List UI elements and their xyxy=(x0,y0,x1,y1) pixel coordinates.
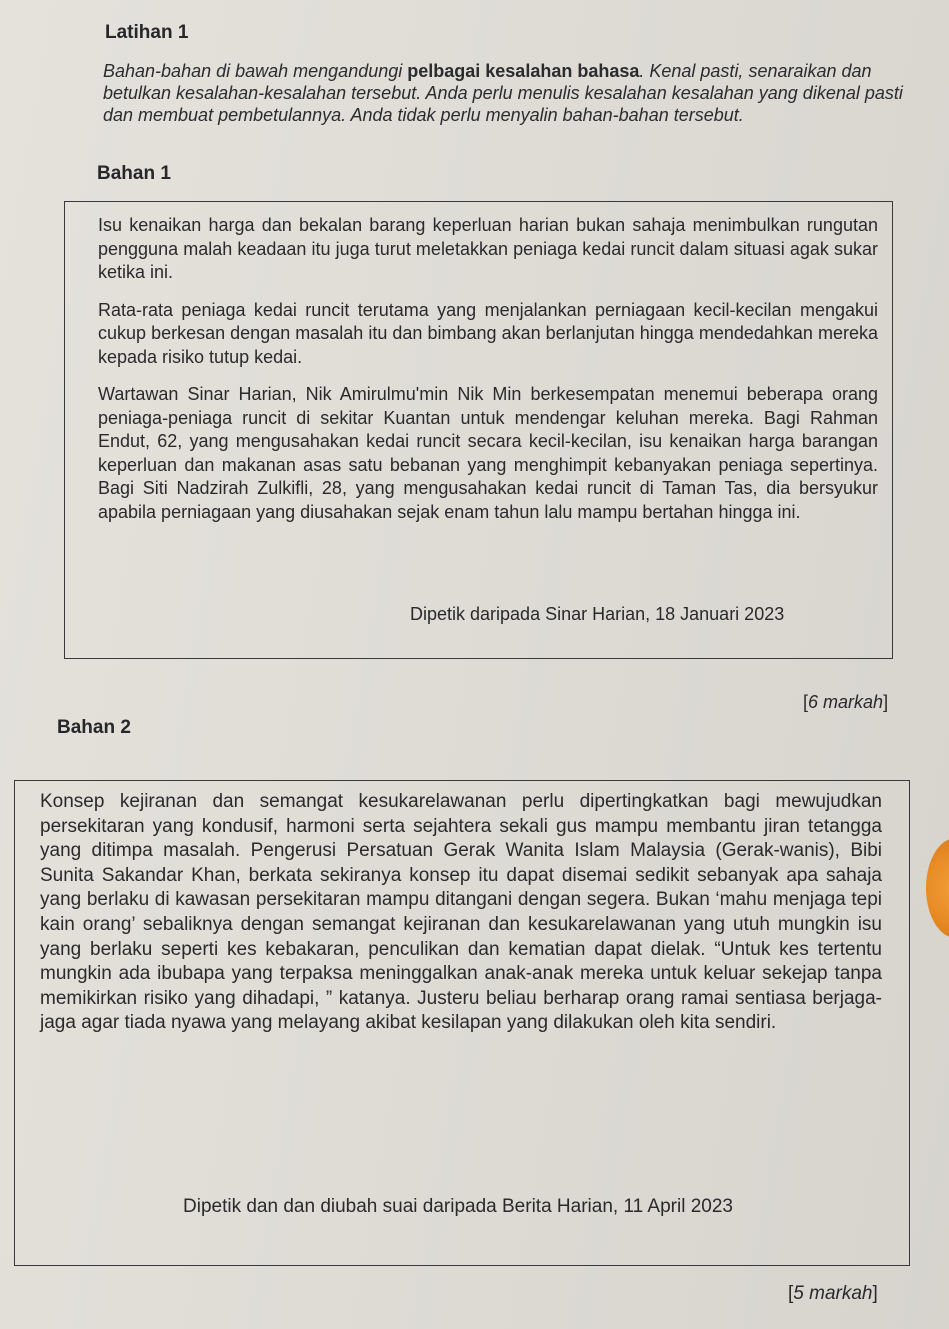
bahan2-passage xyxy=(40,790,882,1050)
bahan1-paragraph: Wartawan Sinar Harian, Nik Amirulmu'min Nik Min berkesempatan menemui beberapa orang peniaga-peniaga runcit di sekitar Kuantan untuk mendengar keluhan mereka. Bagi Rahman Endut, 62, yang mengusahakan kedai runcit secara kecil-kecilan, isu kenaikan harga barangan keperluan dan makanan asas satu bebanan yang menghimpit kebanyakan peniaga sepertinya. Bagi Siti Nadzirah Zulkifli, 28, yang mengusahakan kedai runcit di Taman Tas, dia bersyukur apabila perniagaan yang diusahakan sejak enam tahun lalu mampu bertahan hingga ini. xyxy=(98,384,878,522)
bahan2-marks-close: ] xyxy=(872,1283,878,1304)
bahan2-paragraph: Konsep kejiranan dan semangat kesukarelawanan perlu dipertingkatkan bagi mewujudkan persekitaran yang kondusif, harmoni serta sejahtera sekali gus mampu membantu jiran tetangga yang ditimpa masalah. Pengerusi Persatuan Gerak Wanita Islam Malaysia (Gerak-wanis), Bibi Sunita Sakandar Khan, berkata sekiranya konsep itu dapat disemai sedikit sebanyak apa sahaja yang berlaku di kawasan persekitaran mampu ditangani dengan segera. Bukan ‘mahu menjaga tepi kain orang’ sebaliknya dengan semangat kejiranan dan kesukarelawanan yang utuh mungkin isu yang berlaku seperti kes kebakaran, penculikan dan kematian dapat dielak. “Untuk kes tertentu mungkin ada ibubapa yang terpaksa meninggalkan anak-anak mereka untuk keluar sekejap tanpa memikirkan risiko yang dihadapi, ” katanya. Justeru beliau berharap orang ramai sentiasa berjaga-jaga agar tiada nyawa yang melayang akibat kesilapan yang dilakukan oleh kita sendiri. xyxy=(40,791,882,1034)
bahan1-marks xyxy=(803,692,888,713)
bahan1-paragraph: Isu kenaikan harga dan bekalan barang keperluan harian bukan sahaja menimbulkan rungutan pengguna malah keadaan itu juga turut meletakkan peniaga kedai runcit dalam situasi agak sukar ketika ini. xyxy=(98,215,878,282)
bahan1-paragraph: Rata-rata peniaga kedai runcit terutama yang menjalankan perniagaan kecil-kecilan mengakui cukup berkesan dengan masalah itu dan bimbang akan berlanjutan hingga mendedahkan mereka kepada risiko tutup kedai. xyxy=(98,299,878,367)
bahan2-source: Dipetik dan dan diubah suai daripada Berita Harian, 11 April 2023 xyxy=(183,1196,733,1217)
bahan2-marks-label: 5 markah xyxy=(793,1283,873,1304)
bahan2-heading: Bahan 2 xyxy=(57,717,131,738)
orange-sticker-decoration xyxy=(926,838,949,938)
bahan1-marks-open: [ xyxy=(803,692,809,712)
instructions-post: . Kenal pasti, senaraikan dan betulkan kesalahan-kesalahan tersebut. Anda perlu menulis kesalahan kesalahan yang dikenal pasti dan membuat pembetulannya. Anda tidak perlu menyalin bahan-bahan tersebut. xyxy=(103,61,903,125)
bahan1-source: Dipetik daripada Sinar Harian, 18 Januari 2023 xyxy=(410,604,785,624)
instructions-pre: Bahan-bahan di bawah mengandungi xyxy=(103,61,408,81)
instructions-bold: pelbagai kesalahan bahasa xyxy=(407,61,640,81)
bahan1-passage xyxy=(98,214,878,538)
bahan1-heading: Bahan 1 xyxy=(97,163,171,184)
bahan2-marks-open: [ xyxy=(788,1283,794,1304)
bahan1-marks-close: ] xyxy=(883,692,889,712)
exercise-title: Latihan 1 xyxy=(105,22,189,43)
bahan2-marks xyxy=(788,1283,878,1305)
exercise-instructions xyxy=(103,60,933,126)
bahan1-marks-label: 6 markah xyxy=(808,692,884,712)
